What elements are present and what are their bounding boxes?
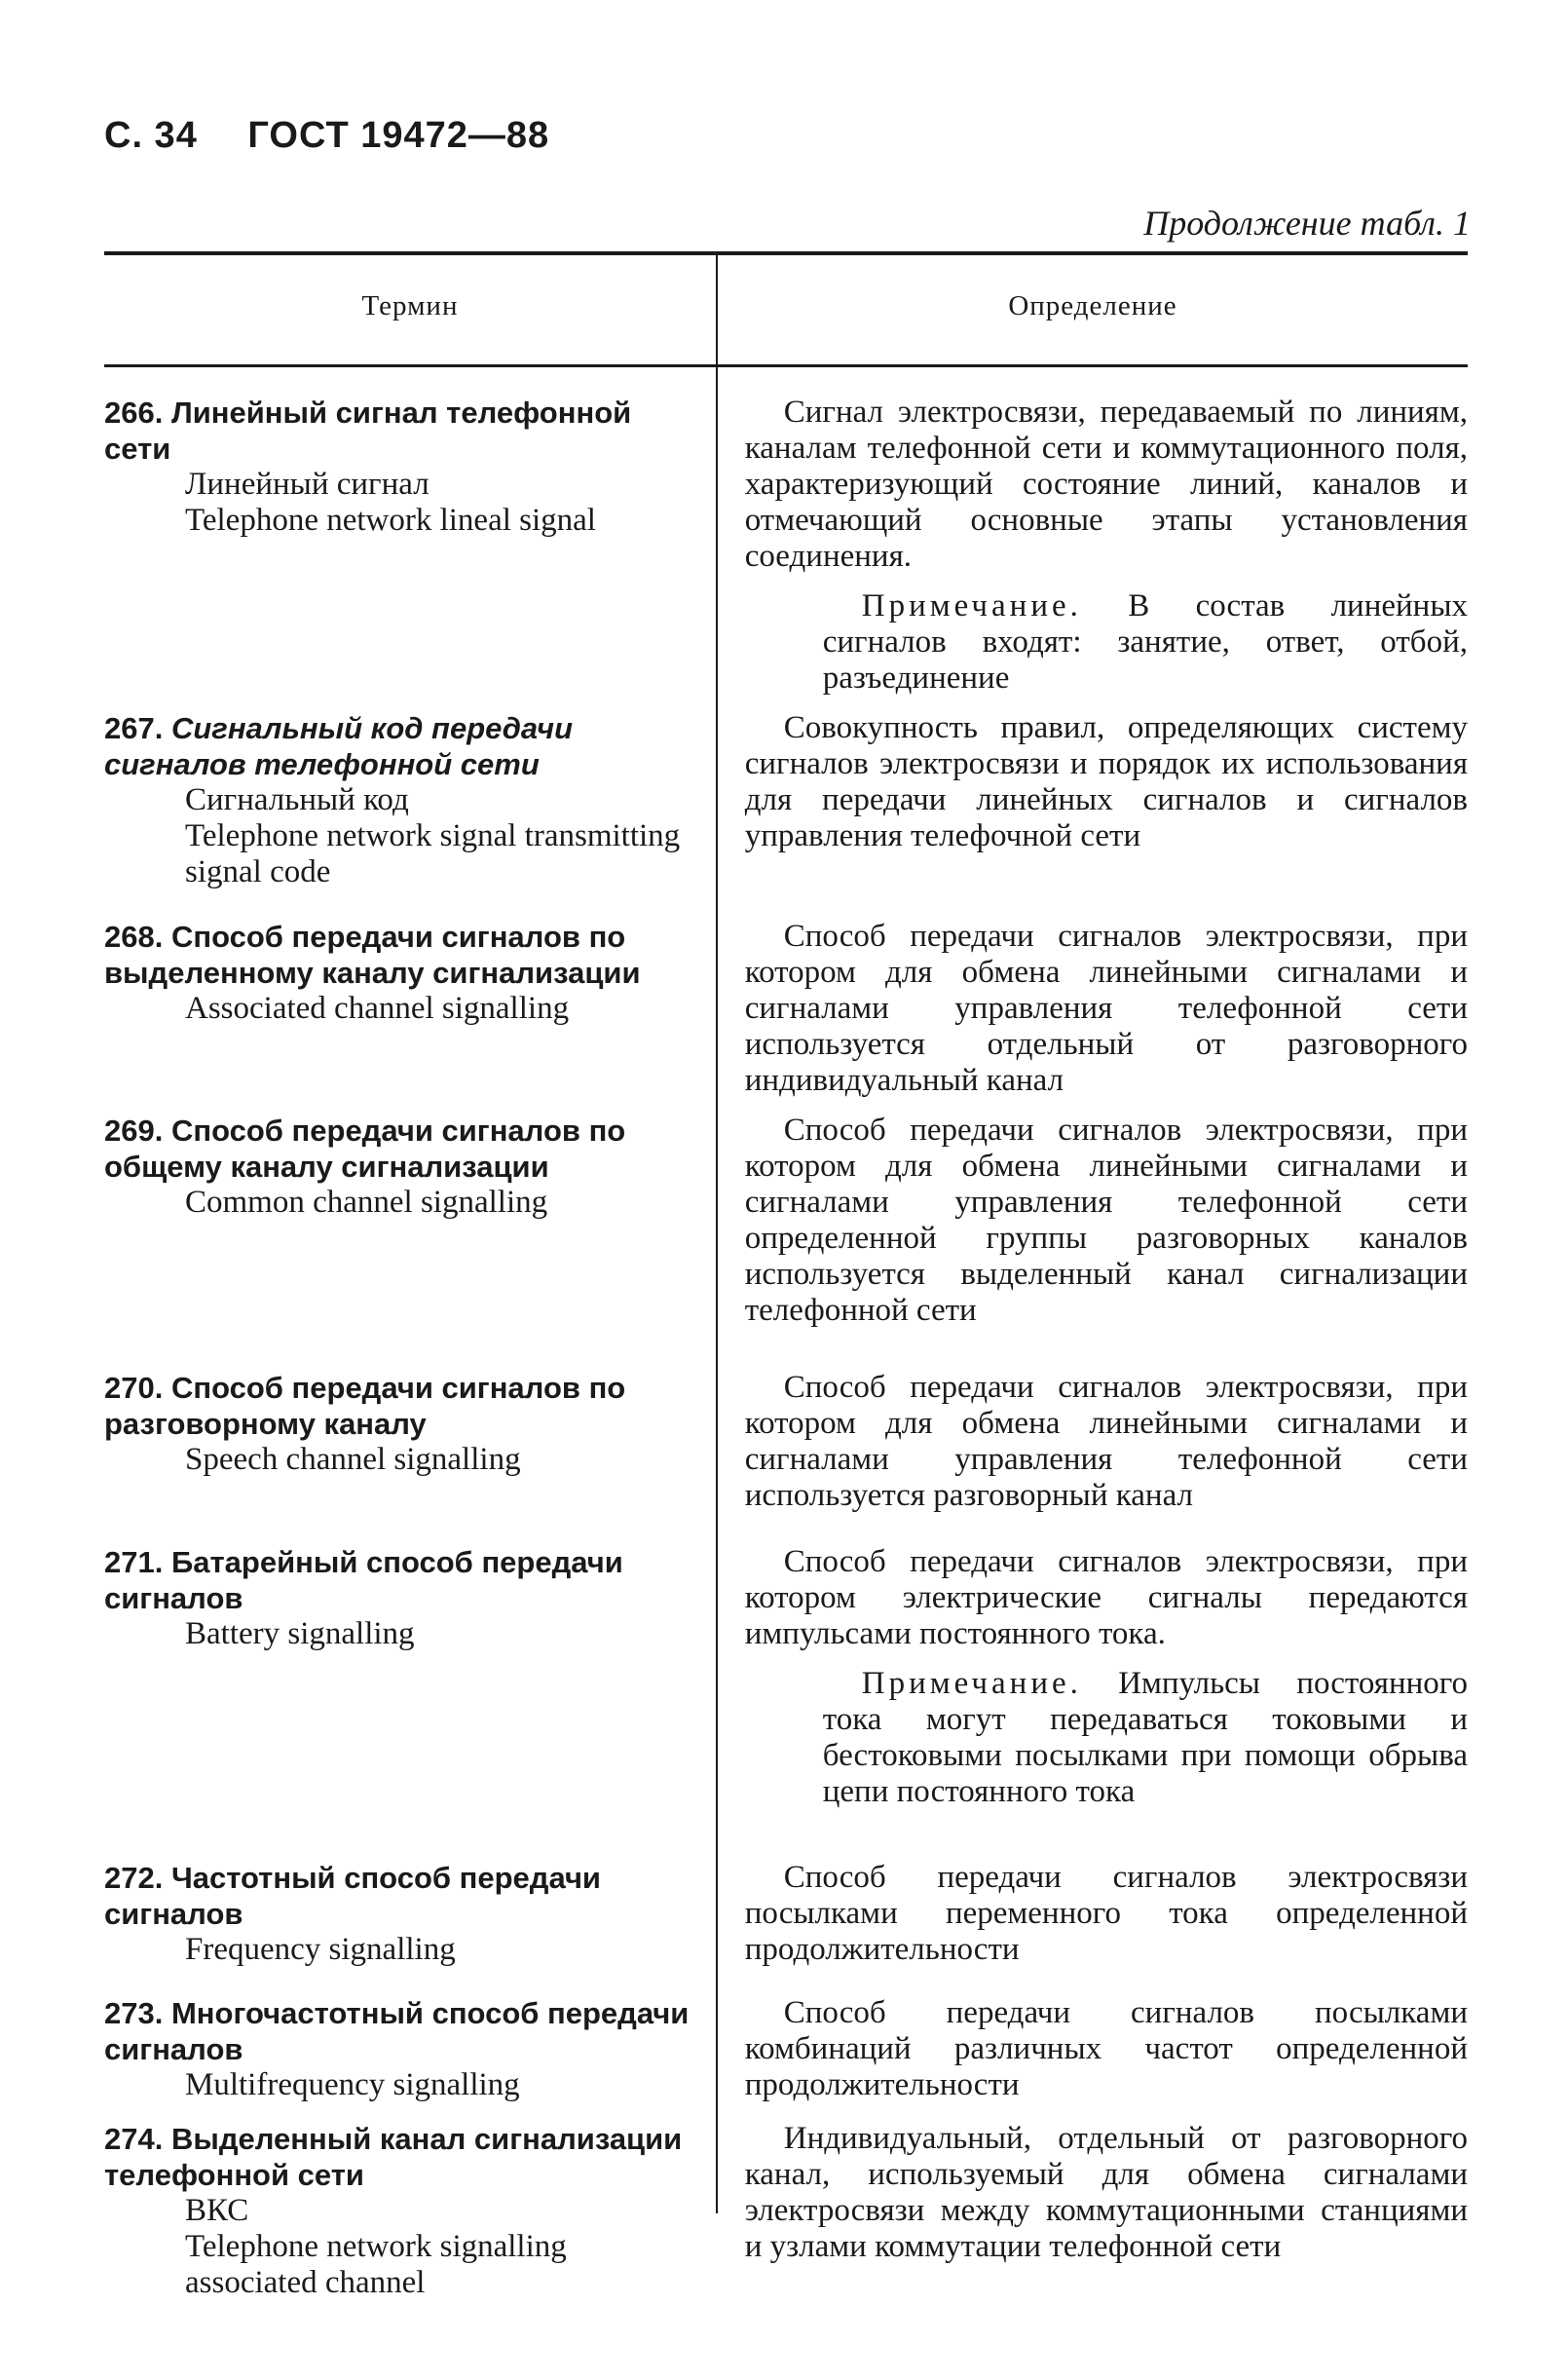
term-main: Способ передачи сигналов по разговорному каналу [104, 1371, 626, 1441]
term-main: Выделенный канал сигнализации телефонной сети [104, 2122, 683, 2192]
term-synonym: Линейный сигнал [185, 467, 429, 502]
definition-cell [745, 1544, 1468, 1836]
table-row [104, 1860, 1468, 1972]
term-english: Telephone network signal transmitting signal code [185, 818, 681, 889]
entry-number: 268. [104, 920, 164, 954]
term-main: Способ передачи сигналов по выделенному каналу сигнализации [104, 920, 641, 990]
term-cell [104, 1544, 721, 1836]
definition-cell [744, 1995, 1468, 2102]
term-synonym: ВКС [185, 2193, 249, 2228]
term-cell [104, 919, 721, 1089]
definition-cell [745, 1370, 1468, 1521]
standard-code: ГОСТ 19472—88 [247, 115, 550, 156]
table-body [104, 395, 1468, 2324]
note-text: Импульсы постоянного тока могут передаваться токовыми и бестоковыми посылками при помощи обрыва цепи постоянного тока [822, 1666, 1468, 1809]
definition-cell [745, 1113, 1468, 1346]
term-cell [104, 1113, 721, 1346]
entry-number: 271. [104, 1545, 164, 1579]
note [745, 588, 1468, 697]
table-row [104, 710, 1468, 895]
term-main: Сигнальный код передачи сигналов телефонной сети [104, 711, 574, 781]
definition-text: Способ передачи сигналов электросвязи, при котором для обмена линейными сигналами и сигналами управления телефонной сети используется разговорный канал [744, 1370, 1468, 1513]
term-english: Common channel signalling [185, 1185, 548, 1220]
table-top-rule [104, 251, 1468, 255]
entry-number: 272. [104, 1861, 164, 1895]
table-row [104, 1995, 1468, 2102]
table-row [104, 1113, 1468, 1346]
table-row [104, 1544, 1468, 1836]
term-cell [104, 2121, 721, 2301]
definition-text: Способ передачи сигналов электросвязи, при котором электрические сигналы передаются импульсами постоянного тока. [744, 1544, 1468, 1651]
definition-text: Совокупность правил, определяющих систему сигналов электросвязи и порядок их использования для передачи линейных сигналов и сигналов управления телефочной сети [744, 710, 1468, 853]
term-synonym: Сигнальный код [185, 782, 409, 817]
definition-text: Способ передачи сигналов электросвязи, при котором для обмена линейными сигналами и сигналами управления телефонной сети используется отдельный от разговорного индивидуальный канал [744, 919, 1468, 1098]
term-english: Battery signalling [185, 1616, 415, 1651]
entry-number: 267. [104, 711, 164, 745]
entry-number: 266. [104, 396, 164, 430]
definition-text: Сигнал электросвязи, передаваемый по линиям, каналам телефонной сети и коммутационного поля, характеризующий состояние линий, каналов и отмечающий основные этапы установления соединения. [744, 395, 1468, 574]
definition-text: Способ передачи сигналов электросвязи, при котором для обмена линейными сигналами и сигналами управления телефонной сети определенной группы разговорных каналов используется выделенный канал сигнализации телефонной сети [744, 1113, 1468, 1328]
note-label: Примечание. [861, 588, 1082, 623]
note-label: Примечание. [861, 1666, 1082, 1701]
table-row [104, 2121, 1468, 2301]
term-main: Частотный способ передачи сигналов [104, 1861, 601, 1931]
table-row [104, 395, 1468, 696]
definition-cell [744, 919, 1468, 1098]
term-cell [104, 710, 721, 895]
note-text: В состав линейных сигналов входят: занятие, ответ, отбой, разъединение [822, 588, 1468, 696]
term-main: Линейный сигнал телефонной сети [104, 396, 632, 466]
page-header [104, 115, 549, 157]
term-english: Multifrequency signalling [185, 2067, 520, 2102]
entry-number: 269. [104, 1114, 164, 1148]
definition-cell [744, 395, 1468, 696]
entry-number: 270. [104, 1371, 164, 1405]
term-cell [104, 1370, 721, 1521]
term-cell [104, 1860, 721, 1972]
term-main: Батарейный способ передачи сигналов [104, 1545, 623, 1615]
definition-cell [745, 710, 1468, 895]
column-header-term: Термин [361, 290, 459, 321]
term-english: Speech channel signalling [185, 1442, 521, 1477]
term-english: Associated channel signalling [185, 991, 570, 1026]
column-header-definition: Определение [1008, 290, 1177, 321]
entry-number: 273. [104, 1996, 164, 2030]
definition-cell [745, 2121, 1468, 2301]
entry-number: 274. [104, 2122, 164, 2156]
table-continuation: Продолжение табл. 1 [1143, 204, 1471, 243]
term-english: Telephone network lineal signal [185, 503, 596, 538]
note [745, 1666, 1468, 1810]
definition-text: Способ передачи сигналов посылками комбинаций различных частот определенной продолжительности [744, 1995, 1468, 2102]
definition-cell [745, 1860, 1468, 1972]
term-main: Многочастотный способ передачи сигналов [104, 1996, 690, 2066]
term-cell [104, 395, 721, 687]
term-english: Telephone network signalling associated channel [185, 2229, 567, 2300]
term-main: Способ передачи сигналов по общему каналу сигнализации [104, 1114, 626, 1184]
term-english: Frequency signalling [185, 1932, 456, 1967]
table-row [104, 1370, 1468, 1521]
table-row [104, 919, 1468, 1098]
definition-text: Индивидуальный, отдельный от разговорного канал, используемый для обмена сигналами электросвязи между коммутационными станциями и узлами коммутации телефонной сети [744, 2121, 1468, 2264]
page-number: С. 34 [104, 115, 198, 156]
table-header-rule [104, 364, 1468, 367]
definition-text: Способ передачи сигналов электросвязи посылками переменного тока определенной продолжительности [744, 1860, 1468, 1967]
term-cell [104, 1995, 721, 2102]
